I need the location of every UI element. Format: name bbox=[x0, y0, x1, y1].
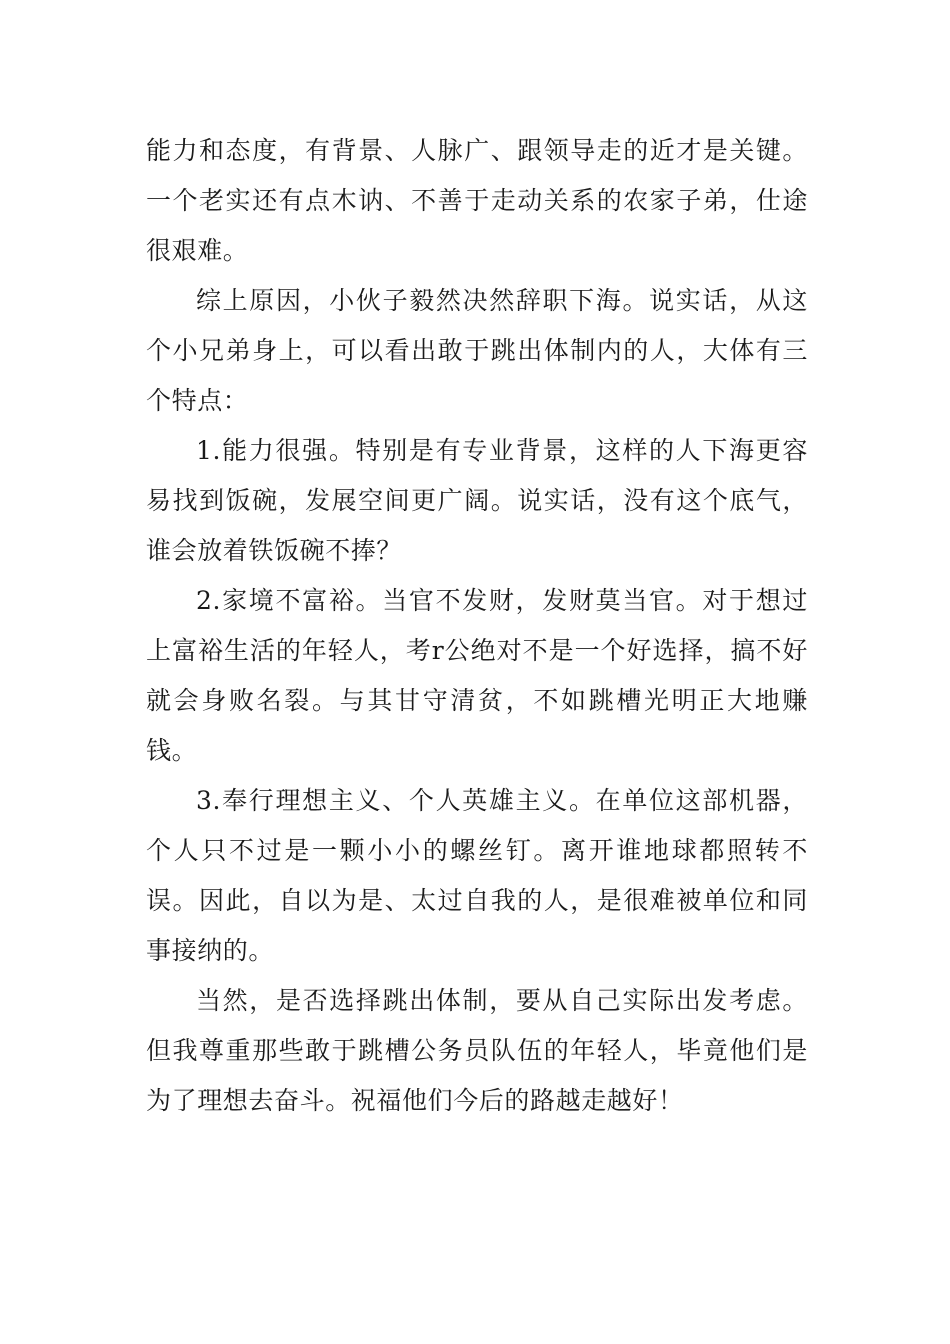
paragraph-point-1: 1.能力很强。特别是有专业背景，这样的人下海更容易找到饭碗，发展空间更广阔。说实话，没有这个底气，谁会放着铁饭碗不捧？ bbox=[146, 436, 808, 565]
paragraph-point-3: 3.奉行理想主义、个人英雄主义。在单位这部机器，个人只不过是一颗小小的螺丝钉。离开谁地球都照转不误。因此，自以为是、太过自我的人，是很难被单位和同事接纳的。 bbox=[146, 786, 808, 965]
paragraph-summary: 综上原因，小伙子毅然决然辞职下海。说实话，从这个小兄弟身上，可以看出敢于跳出体制内的人，大体有三个特点： bbox=[146, 286, 808, 415]
document-body bbox=[146, 126, 808, 1126]
paragraph-continuation: 能力和态度，有背景、人脉广、跟领导走的近才是关键。一个老实还有点木讷、不善于走动关系的农家子弟，仕途很艰难。 bbox=[146, 136, 808, 265]
paragraph-point-2: 2.家境不富裕。当官不发财，发财莫当官。对于想过上富裕生活的年轻人，考r公绝对不是一个好选择，搞不好就会身败名裂。与其甘守清贫，不如跳槽光明正大地赚钱。 bbox=[146, 586, 808, 765]
paragraph-conclusion: 当然，是否选择跳出体制，要从自己实际出发考虑。但我尊重那些敢于跳槽公务员队伍的年轻人，毕竟他们是为了理想去奋斗。祝福他们今后的路越走越好！ bbox=[146, 986, 808, 1115]
